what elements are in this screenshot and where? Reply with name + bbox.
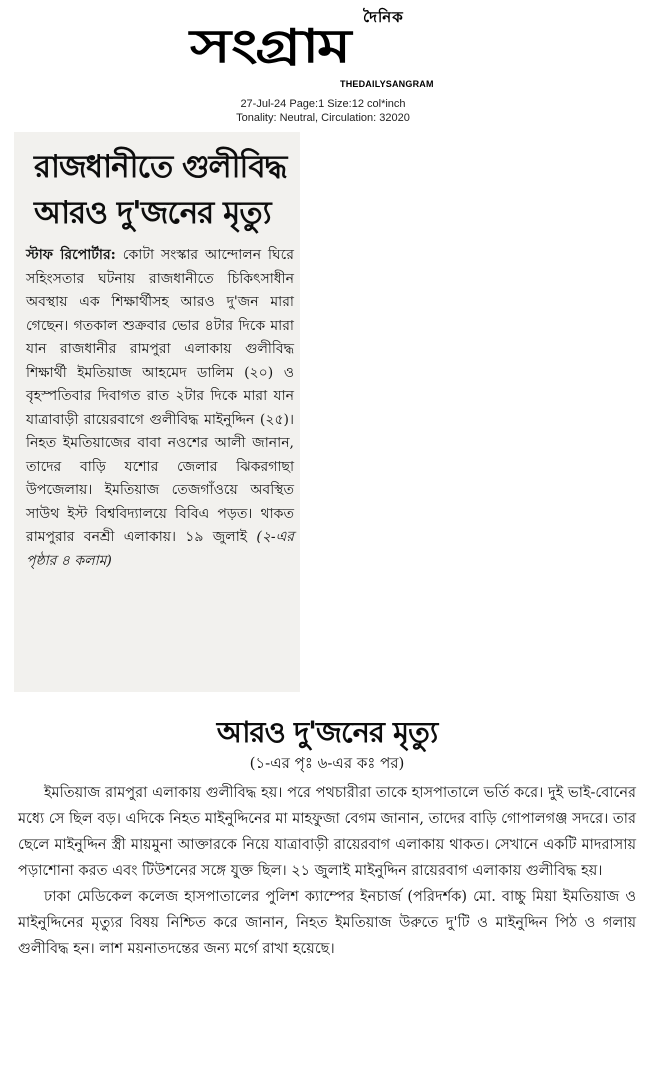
clipping-meta — [0, 97, 654, 125]
article-body — [26, 244, 294, 573]
meta-line-tonality: Tonality: Neutral, Circulation: 32020 — [236, 112, 410, 124]
paragraph-1: ইমতিয়াজ রামপুরা এলাকায় গুলীবিদ্ধ হয়। পরে পথচারীরা তাকে হাসপাতালে ভর্তি করে। দুই ভাই-বোনের মধ্যে সে ছিল বড়। এদিকে নিহত মাইনুদ্দিনের মা মাহফুজা বেগম জানান, তাদের বাড়ি গোপালগঞ্জ সদরে। তার ছেলে মাইনুদ্দিন স্ত্রী মায়মুনা আক্তারকে নিয়ে যাত্রাবাড়ী রায়েরবাগ এলাকায় থাকত। সেখানে একটি মাদরাসায় পড়াশোনা করত এবং টিউশনের সঙ্গে যুক্ত ছিল। ২১ জুলাই মাইনুদ্দিন রায়েরবাগ এলাকায় গুলীবিদ্ধ হয়। — [18, 785, 636, 879]
logo-small-text: দৈনিক — [363, 8, 404, 26]
headline-line-2: আরও দু'জনের মৃত্যু — [34, 195, 271, 231]
continued-from-note: (১-এর পৃঃ ৬-এর কঃ পর) — [249, 754, 405, 772]
article-clipping-continued — [14, 712, 640, 962]
article-text: কোটা সংস্কার আন্দোলন ঘিরে সহিংসতার ঘটনায় রাজধানীতে চিকিৎসাধীন অবস্থায় এক শিক্ষার্থীসহ আরও দু'জন মারা গেছেন। গতকাল শুক্রবার ভোর ৪টার দিকে মারা যান রাজধানীর রামপুরা এলাকায় গুলীবিদ্ধ শিক্ষার্থী ইমতিয়াজ আহমেদ ডালিম (২০) ও বৃহস্পতিবার দিবাগত রাত ২টার দিকে মারা যান যাত্রাবাড়ী রায়েরবাগে গুলীবিদ্ধ মাইনুদ্দিন (২৫)। নিহত ইমতিয়াজের বাবা নওশের আলী জানান, তাদের বাড়ি যশোর জেলার ঝিকরগাছা উপজেলায়। ইমতিয়াজ তেজগাঁওয়ে অবস্থিত সাউথ ইস্ট বিশ্ববিদ্যালয়ে বিবিএ পড়ত। থাকত রামপুরার বনশ্রী এলাকায়। ১৯ জুলাই — [26, 247, 294, 545]
byline: স্টাফ রিপোর্টার: — [26, 247, 116, 263]
article-clipping-front — [14, 132, 300, 692]
masthead — [0, 4, 654, 96]
headline-line-1: রাজধানীতে গুলীবিদ্ধ — [34, 149, 287, 185]
article-headline — [34, 144, 300, 236]
logo-subtitle: THEDAILYSANGRAM — [340, 79, 434, 89]
newspaper-logo: সংগ্রাম — [190, 19, 349, 73]
continuation-note: (২-এর পৃষ্ঠার ৪ কলাম) — [26, 529, 295, 569]
paragraph-2: ঢাকা মেডিকেল কলেজ হাসপাতালের পুলিশ ক্যাম্পের ইনচার্জ (পরিদর্শক) মো. বাচ্চু মিয়া ইমতিয়াজ ও মাইনুদ্দিনের মৃত্যুর বিষয় নিশ্চিত করে জানান, নিহত ইমতিয়াজ উরুতে দু'টি ও মাইনুদ্দিন পিঠ ও গলায় গুলীবিদ্ধ হন। লাশ ময়নাতদন্তের জন্য মর্গে রাখা হয়েছে। — [18, 889, 636, 957]
continued-body — [18, 780, 636, 962]
continued-headline: আরও দু'জনের মৃত্যু — [216, 715, 438, 749]
meta-line-date-size: 27-Jul-24 Page:1 Size:12 col*inch — [240, 98, 406, 110]
